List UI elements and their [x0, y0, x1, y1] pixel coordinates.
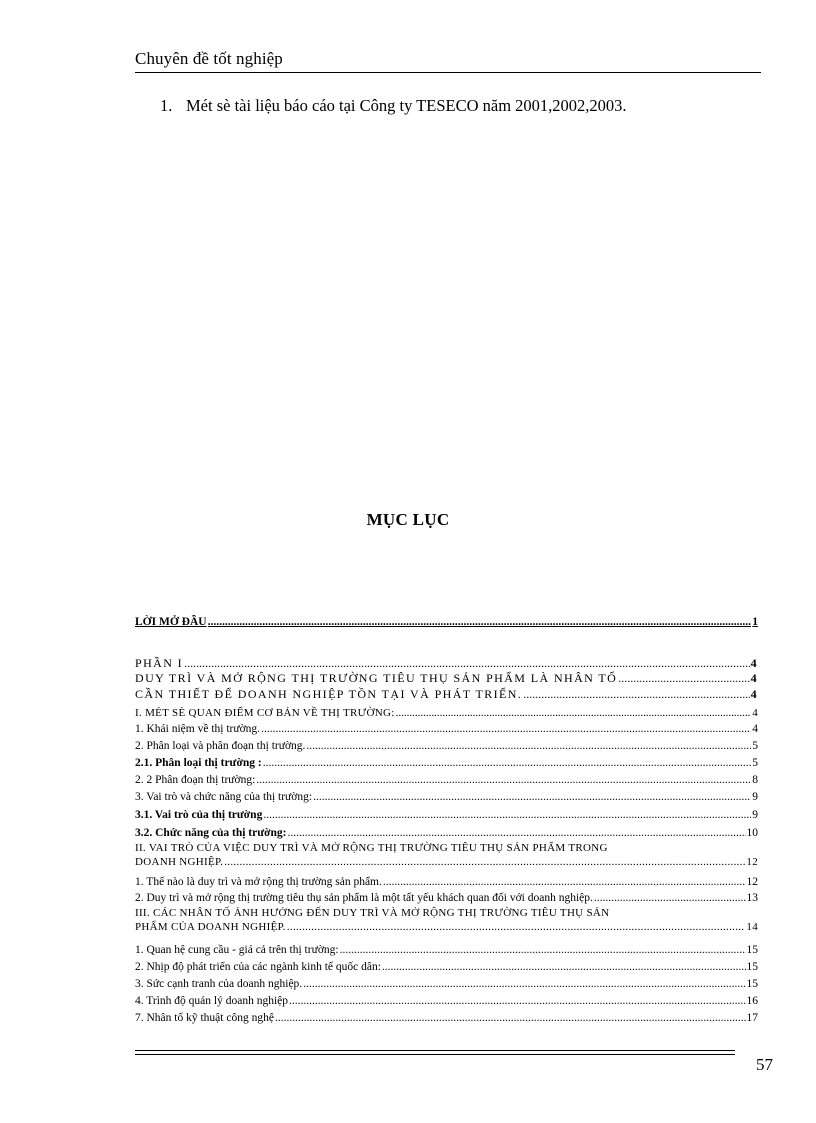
- toc-leader: [383, 875, 746, 889]
- toc-entry-page: 8: [752, 774, 758, 786]
- toc-leader: [261, 722, 751, 736]
- toc-entry-page: 9: [752, 791, 758, 803]
- toc-entry-page: 4: [750, 656, 758, 670]
- toc-leader: [208, 615, 752, 629]
- toc-entry-text: DUY TRÌ VÀ MỞ RỘNG THỊ TRƯỜNG TIÊU THỤ SẢN PHẨM LÀ NHÂN TỐ: [135, 671, 618, 685]
- toc-leader: [287, 920, 746, 934]
- toc-entry-text: 2. Nhịp độ phát triển của các ngành kinh tế quốc dân:: [135, 961, 381, 973]
- toc-entry[interactable]: [135, 977, 758, 991]
- toc-entry-text-line2: DOANH NGHIỆP.: [135, 856, 224, 868]
- toc-entry[interactable]: [135, 739, 758, 753]
- page-number: 57: [756, 1055, 773, 1074]
- footer-divider: [135, 1050, 735, 1055]
- toc-entry-part[interactable]: [135, 656, 758, 670]
- toc-entry[interactable]: [135, 773, 758, 787]
- toc-leader: [594, 891, 746, 905]
- toc-entry-text-line1: III. CÁC NHÂN TỐ ẢNH HƯỞNG ĐẾN DUY TRÌ VÀ MỞ RỘNG THỊ TRƯỜNG TIÊU THỤ SẢN: [135, 907, 610, 919]
- toc-entry-page: 12: [746, 876, 758, 888]
- toc-entry-page: 4: [752, 707, 758, 719]
- toc-leader: [303, 977, 745, 991]
- toc-leader: [313, 790, 751, 804]
- toc-entry-text: I. MÉT SÈ QUAN ĐIỂM CƠ BẢN VỀ THỊ TRƯỜNG:: [135, 707, 395, 719]
- toc-leader: [618, 671, 749, 685]
- toc-entry-page: 4: [750, 671, 758, 685]
- toc-entry-section-2[interactable]: [135, 841, 758, 869]
- toc-entry-text: 2. 2 Phân đoạn thị trường:: [135, 774, 256, 786]
- toc-entry-page: 5: [752, 757, 758, 769]
- toc-entry[interactable]: [135, 891, 758, 905]
- toc-leader: [523, 687, 749, 701]
- toc-entry-text: CẦN THIẾT ĐỂ DOANH NGHIỆP TỒN TẠI VÀ PHÁT TRIỂN.: [135, 687, 523, 701]
- toc-entry[interactable]: [135, 960, 758, 974]
- toc-entry-text: 2. Phân loại và phân đoạn thị trường.: [135, 740, 306, 752]
- toc-entry-text-line1: II. VAI TRÒ CỦA VIỆC DUY TRÌ VÀ MỞ RỘNG THỊ TRƯỜNG TIÊU THỤ SẢN PHẨM TRONG: [135, 842, 608, 854]
- toc-leader: [184, 656, 750, 670]
- toc-entry-text: 1. Thế nào là duy trì và mở rộng thị trường sản phẩm.: [135, 876, 382, 888]
- toc-entry-page: 4: [752, 723, 758, 735]
- toc-entry-page: 1: [752, 616, 758, 628]
- toc-entry-text: 3. Sức cạnh tranh của doanh nghiệp.: [135, 978, 303, 990]
- toc-entry-intro[interactable]: [135, 615, 758, 629]
- toc-entry-text: 3.1. Vai trò của thị trường: [135, 809, 263, 821]
- toc-entry-page: 15: [746, 978, 758, 990]
- toc-entry-text: 1. Quan hệ cung cầu - giá cả trên thị trường:: [135, 944, 339, 956]
- toc-leader: [287, 826, 745, 840]
- toc-entry[interactable]: [135, 826, 758, 840]
- reference-item: [160, 96, 627, 116]
- toc-entry[interactable]: [135, 1011, 758, 1025]
- toc-entry[interactable]: [135, 943, 758, 957]
- toc-entry[interactable]: [135, 706, 758, 720]
- toc-entry-page: 15: [746, 944, 758, 956]
- toc-entry-page: 9: [752, 809, 758, 821]
- toc-leader: [382, 960, 746, 974]
- reference-text: Mét sè tài liệu báo cáo tại Công ty TESECO năm 2001,2002,2003.: [186, 96, 627, 115]
- toc-entry-part-title-2[interactable]: [135, 687, 758, 701]
- toc-entry-page: 10: [746, 827, 758, 839]
- toc-entry-text: 3.2. Chức năng của thị trường:: [135, 827, 287, 839]
- toc-entry[interactable]: [135, 756, 758, 770]
- toc-entry[interactable]: [135, 994, 758, 1008]
- toc-leader: [263, 756, 752, 770]
- page-header: [135, 48, 761, 73]
- toc-entry-text: 2.1. Phân loại thị trường :: [135, 757, 262, 769]
- toc-entry[interactable]: [135, 790, 758, 804]
- toc-entry-page: 14: [746, 921, 758, 933]
- toc-entry-text: 2. Duy trì và mở rộng thị trường tiêu thụ sản phẩm là một tất yếu khách quan đối với doanh nghiệp.: [135, 892, 593, 904]
- toc-title: MỤC LỤC: [366, 510, 450, 529]
- header-title: Chuyên đề tốt nghiệp: [135, 49, 283, 68]
- toc-leader: [306, 739, 751, 753]
- toc-entry-text: 3. Vai trò và chức năng của thị trường:: [135, 791, 313, 803]
- toc-leader: [340, 943, 746, 957]
- toc-entry-page: 15: [746, 961, 758, 973]
- toc-entry[interactable]: [135, 808, 758, 822]
- toc-entry-page: 4: [750, 687, 758, 701]
- toc-entry-text: 1. Khái niệm về thị trường.: [135, 723, 261, 735]
- toc-leader: [224, 855, 745, 869]
- toc-entry-page: 12: [746, 856, 758, 868]
- toc-entry-part-title-1[interactable]: [135, 671, 758, 685]
- toc-entry-page: 5: [752, 740, 758, 752]
- toc-entry-text: 4. Trình độ quản lý doanh nghiệp: [135, 995, 289, 1007]
- toc-entry-page: 16: [746, 995, 758, 1007]
- toc-leader: [263, 808, 751, 822]
- toc-entry-text: LỜI MỞ ĐẦU: [135, 616, 207, 628]
- toc-leader: [396, 706, 752, 720]
- toc-entry-text: PHẦN I: [135, 656, 184, 670]
- toc-leader: [289, 994, 745, 1008]
- toc-entry[interactable]: [135, 875, 758, 889]
- toc-entry-text-line2: PHẨM CỦA DOANH NGHIỆP.: [135, 921, 286, 933]
- reference-number: 1.: [160, 96, 173, 115]
- toc-entry-text: 7. Nhân tố kỹ thuật công nghệ: [135, 1012, 274, 1024]
- toc-entry-page: 17: [746, 1012, 758, 1024]
- toc-entry[interactable]: [135, 722, 758, 736]
- toc-entry-section-3[interactable]: [135, 906, 758, 934]
- toc-leader: [256, 773, 751, 787]
- toc-entry-page: 13: [746, 892, 758, 904]
- toc-leader: [275, 1011, 746, 1025]
